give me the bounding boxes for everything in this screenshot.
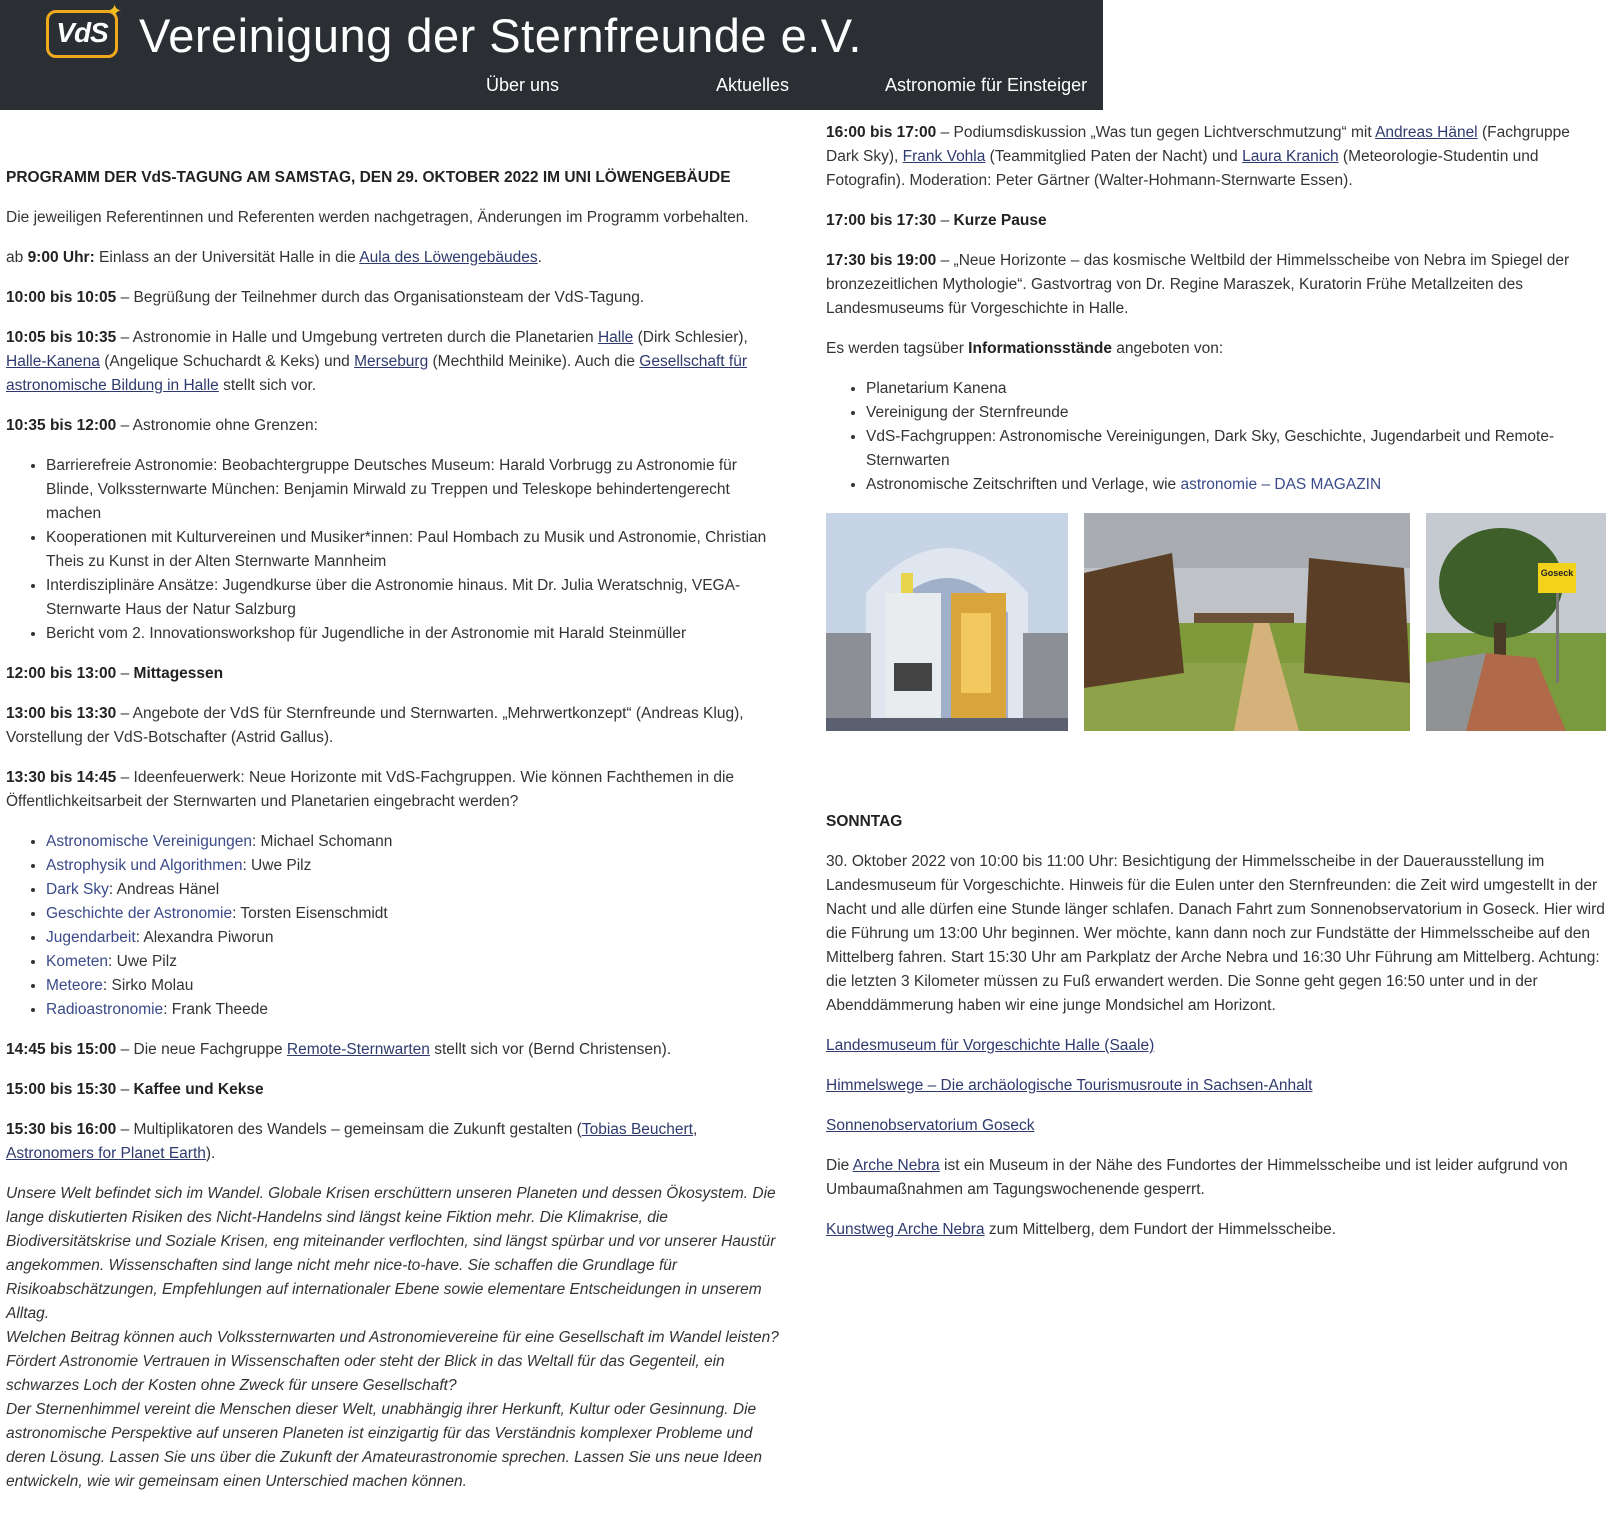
link-fachgruppe[interactable]: Jugendarbeit (46, 929, 136, 946)
museum-interior-photo[interactable] (826, 513, 1068, 731)
link-halle-kanena[interactable]: Halle-Kanena (6, 353, 100, 370)
sonntag-text: 30. Oktober 2022 von 10:00 bis 11:00 Uhr: Besichtigung der Himmelsscheibe in der Dauerausstellung im Landesmuseum für Vorgeschichte. Hinweis für die Eulen unter den Sternfreunden: die Zeit wird umgestellt in der Nacht und alle dürfen eine Stunde länger schlafen. Danach Fahrt zum Sonnenobservatorium in Goseck. Hier wird die Führung um 13:00 Uhr beginnen. Wer möchte, kann dann noch zur Fundstätte der Himmelsscheibe auf den Mittelberg fahren. Start 15:30 Uhr am Parkplatz der Arche Nebra und 16:30 Uhr Führung am Mittelberg. Achtung: die letzten 3 Kilometer müssen zu Fuß erwandert werden. Die Sonne geht gegen 16:50 unter und in der Abenddämmerung haben wir eine junge Mondsichel am Horizont. (826, 853, 1605, 1014)
list-item: • Jugendarbeit: Alexandra Piworun (46, 926, 786, 950)
grenzen-list (6, 454, 786, 646)
entry-1330: 13:30 bis 14:45 – Ideenfeuerwerk: Neue Horizonte mit VdS-Fachgruppen. Wie können Fachthemen in die Öffentlichkeitsarbeit der Sternwarten und Planetarien eingebracht werden? (6, 769, 735, 810)
entry-1730: 17:30 bis 19:00 – „Neue Horizonte – das kosmische Weltbild der Himmelsscheibe von Nebra im Spiegel der bronzezeitlichen Mythologie“. Gastvortrag von Dr. Regine Maraszek, Kuratorin Frühe Metallzeiten des Landesmuseums für Vorgeschichte in Halle. (826, 252, 1570, 317)
goseck-sign-photo[interactable] (1426, 513, 1606, 731)
list-item: • Dark Sky: Andreas Hänel (46, 878, 786, 902)
vds-logo[interactable]: VdS (46, 10, 118, 58)
link-fachgruppe[interactable]: Dark Sky (46, 881, 109, 898)
link-landesmuseum[interactable]: Landesmuseum für Vorgeschichte Halle (Saale) (826, 1037, 1155, 1054)
link-fachgruppe[interactable]: Astrophysik und Algorithmen (46, 857, 243, 874)
stands-list (826, 377, 1606, 497)
kunstweg-note: Kunstweg Arche Nebra zum Mittelberg, dem Fundort der Himmelsscheibe. (826, 1221, 1337, 1238)
talk-description: Unsere Welt befindet sich im Wandel. Globale Krisen erschüttern unseren Planeten und dessen Ökosystem. Die lange diskutierten Risiken des Nicht-Handelns sind längst keine Fiktion mehr. Die Klimakrise, die Biodiversitätskrise und Soziale Krisen, eng miteinander verflochten, sind längst spürbar und vor unserer Haustür angekommen. Wissenschaften sind lange nicht mehr nice-to-have. Sie schaffen die Grundlage für Risikoabschätzungen, Empfehlungen auf internationaler Ebene sowie elementare Entscheidungen in unserem Alltag. Welchen Beitrag können auch Volkssternwarten und Astronomievereine für eine Gesellschaft im Wandel leisten? Fördert Astronomie Vertrauen in Wissenschaften oder steht der Blick in das Weltall für das Gegenteil, ein schwarzes Loch der Kosten ohne Zweck für unsere Gesellschaft? Der Sternenhimmel vereint die Menschen dieser Welt, unabhängig ihrer Herkunft, Kultur oder Gesinnung. Die astronomische Perspektive auf unseren Planeten ist einzigartig für das Verständnis komplexer Probleme und deren Lösung. Lassen Sie uns über die Zukunft der Amateurastronomie sprechen. Lassen Sie uns neue Ideen entwickeln, wie wir gemeinsam einen Unterschied machen können. (6, 1185, 779, 1490)
entry-1200: 12:00 bis 13:00 – Mittagessen (6, 665, 224, 682)
site-title[interactable]: Vereinigung der Sternfreunde e.V. (139, 9, 862, 62)
link-sonnenobservatorium[interactable]: Sonnenobservatorium Goseck (826, 1117, 1035, 1134)
list-item: • Astrophysik und Algorithmen: Uwe Pilz (46, 854, 786, 878)
entry-1500: 15:00 bis 15:30 – Kaffee und Kekse (6, 1081, 264, 1098)
info-stands-intro: Es werden tagsüber Informationsstände angeboten von: (826, 340, 1224, 357)
entry-1530: 15:30 bis 16:00 – Multiplikatoren des Wandels – gemeinsam die Zukunft gestalten (Tobias Beuchert, Astronomers for Planet Earth). (6, 1121, 698, 1162)
entry-1000: 10:00 bis 10:05 – Begrüßung der Teilnehmer durch das Organisationsteam der VdS-Tagung. (6, 289, 645, 306)
list-item: • Vereinigung der Sternfreunde (866, 401, 1606, 425)
link-andreas-haenel[interactable]: Andreas Hänel (1375, 124, 1478, 141)
link-arche-nebra[interactable]: Arche Nebra (852, 1157, 940, 1174)
star-icon: ✦ (107, 1, 123, 21)
page-heading: PROGRAMM DER VdS-TAGUNG AM SAMSTAG, DEN 29. OKTOBER 2022 IM UNI LÖWENGEBÄUDE (6, 169, 731, 186)
list-item: • Barrierefreie Astronomie: Beobachtergruppe Deutsches Museum: Harald Vorbrugg zu Astronomie für Blinde, Volkssternwarte München: Benjamin Mirwald zu Treppen und Teleskope behindertengerecht machen (46, 454, 786, 526)
link-remote-sternwarten[interactable]: Remote-Sternwarten (286, 1041, 430, 1058)
nav-item-astronomie-einsteiger[interactable]: Astronomie für Einsteiger (885, 75, 1088, 95)
link-fachgruppe[interactable]: Astronomische Vereinigungen (46, 833, 252, 850)
link-himmelswege[interactable]: Himmelswege – Die archäologische Tourismusroute in Sachsen-Anhalt (826, 1077, 1313, 1094)
main-nav (0, 70, 1103, 100)
entry-1445: 14:45 bis 15:00 – Die neue Fachgruppe Remote-Sternwarten stellt sich vor (Bernd Christensen). (6, 1041, 672, 1058)
link-kunstweg[interactable]: Kunstweg Arche Nebra (826, 1221, 985, 1238)
goseck-palisade-photo[interactable] (1084, 513, 1410, 731)
list-item: • Radioastronomie: Frank Theede (46, 998, 786, 1022)
entry-1700: 17:00 bis 17:30 – Kurze Pause (826, 212, 1047, 229)
list-item: • Interdisziplinäre Ansätze: Jugendkurse über die Astronomie hinaus. Mit Dr. Julia Weratschnig, VEGA-Sternwarte Haus der Natur Salzburg (46, 574, 786, 622)
link-row (826, 1074, 1606, 1098)
link-tobias-beuchert[interactable]: Tobias Beuchert (581, 1121, 693, 1138)
list-item: • Astronomische Vereinigungen: Michael Schomann (46, 830, 786, 854)
link-halle[interactable]: Halle (597, 329, 634, 346)
link-fachgruppe[interactable]: Meteore (46, 977, 103, 994)
list-item: • Planetarium Kanena (866, 377, 1606, 401)
list-item: • Geschichte der Astronomie: Torsten Eisenschmidt (46, 902, 786, 926)
list-item: • Meteore: Sirko Molau (46, 974, 786, 998)
link-row (826, 1034, 1606, 1058)
program-continued (826, 121, 1606, 1258)
arche-nebra-note: Die Arche Nebra ist ein Museum in der Nähe des Fundortes der Himmelsscheibe und ist leider aufgrund von Umbaumaßnahmen am Tagungswochenende gesperrt. (826, 1157, 1568, 1198)
goseck-sign-text: Goseck (1540, 568, 1574, 578)
nav-item-aktuelles[interactable]: Aktuelles (716, 75, 790, 95)
link-fachgruppe[interactable]: Geschichte der Astronomie (46, 905, 233, 922)
entry-1035: 10:35 bis 12:00 – Astronomie ohne Grenzen: (6, 417, 318, 434)
photo-gallery (826, 513, 1606, 731)
list-item: • Kometen: Uwe Pilz (46, 950, 786, 974)
nav-item-ueber-uns[interactable]: Über uns (486, 75, 560, 95)
sonntag-heading: SONNTAG (826, 813, 903, 830)
list-item: • Bericht vom 2. Innovationsworkshop für Jugendliche in der Astronomie mit Harald Steinmüller (46, 622, 786, 646)
fachgruppen-list (6, 830, 786, 1022)
link-frank-vohla[interactable]: Frank Vohla (902, 148, 986, 165)
entry-1005: 10:05 bis 10:35 – Astronomie in Halle und Umgebung vertreten durch die Planetarien Halle (Dirk Schlesier), Halle-Kanena (Angelique Schuchardt & Keks) und Merseburg (Mechthild Meinike). Auch die Gesellschaft für astronomische Bildung in Halle stellt sich vor. (6, 329, 748, 394)
link-gesellschaft[interactable]: Gesellschaft für astronomische Bildung in Halle (6, 353, 747, 394)
entry-1300: 13:00 bis 13:30 – Angebote der VdS für Sternfreunde und Sternwarten. „Mehrwertkonzept“ (Andreas Klug), Vorstellung der VdS-Botschafter (Astrid Gallus). (6, 705, 744, 746)
link-aula[interactable]: Aula des Löwengebäudes (359, 249, 538, 266)
link-merseburg[interactable]: Merseburg (354, 353, 429, 370)
program-saturday (6, 166, 786, 1510)
link-astronomers-planet-earth[interactable]: Astronomers for Planet Earth (6, 1145, 206, 1162)
site-header (0, 0, 1103, 110)
link-fachgruppe[interactable]: Kometen (46, 953, 109, 970)
link-laura-kranich[interactable]: Laura Kranich (1242, 148, 1339, 165)
link-astronomie-magazin[interactable]: astronomie – DAS MAGAZIN (1180, 476, 1382, 493)
link-fachgruppe[interactable]: Radioastronomie (46, 1001, 164, 1018)
list-item: • Kooperationen mit Kulturvereinen und Musiker*innen: Paul Hombach zu Musik und Astronomie, Christian Theis zu Kunst in der Alten Sternwarte Mannheim (46, 526, 786, 574)
entry-1600: 16:00 bis 17:00 – Podiumsdiskussion „Was tun gegen Lichtverschmutzung“ mit Andreas Hänel (Fachgruppe Dark Sky), Frank Vohla (Teammitglied Paten der Nacht) und Laura Kranich (Meteorologie-Studentin und Fotografin). Moderation: Peter Gärtner (Walter-Hohmann-Sternwarte Essen). (826, 124, 1570, 189)
list-item: • VdS-Fachgruppen: Astronomische Vereinigungen, Dark Sky, Geschichte, Jugendarbeit und Remote-Sternwarten (866, 425, 1606, 473)
intro-text: Die jeweiligen Referentinnen und Referenten werden nachgetragen, Änderungen im Programm vorbehalten. (6, 209, 749, 226)
link-row (826, 1114, 1606, 1138)
list-item: • Astronomische Zeitschriften und Verlage, wie astronomie – DAS MAGAZIN (866, 473, 1606, 497)
entry-0900: ab 9:00 Uhr: Einlass an der Universität Halle in die Aula des Löwengebäudes. (6, 249, 542, 266)
